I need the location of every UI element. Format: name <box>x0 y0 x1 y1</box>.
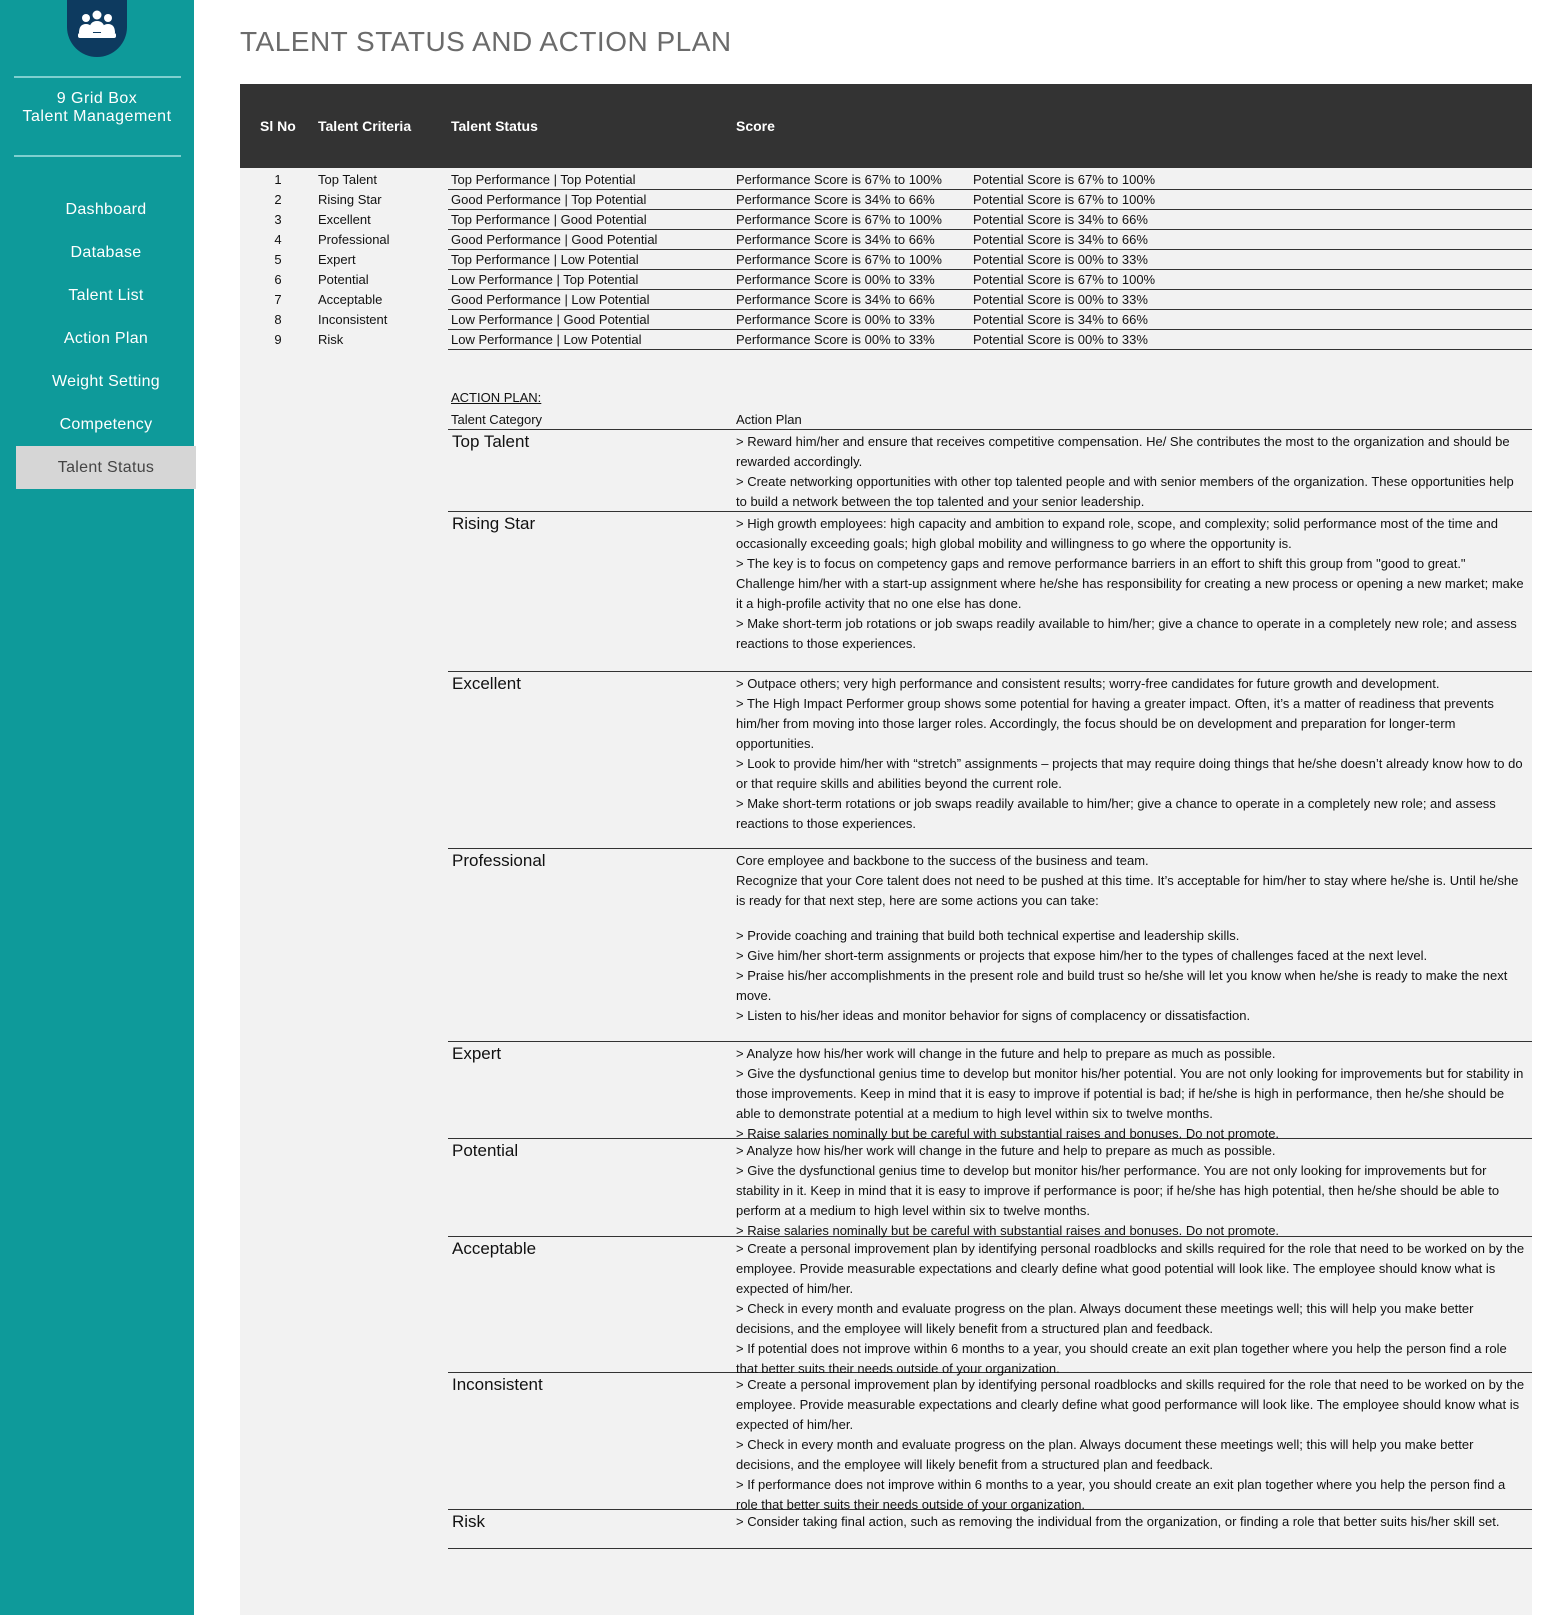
action-plan-text <box>736 512 1526 654</box>
action-plan-paragraph: > Raise salaries nominally but be careful with substantial raises and bonuses. Do not promote. <box>736 1126 1280 1141</box>
row-number: 4 <box>274 232 282 247</box>
potential-score-cell: Potential Score is 34% to 66% <box>973 212 1148 227</box>
potential-score-cell: Potential Score is 34% to 66% <box>973 312 1148 327</box>
talent-category-label: Inconsistent <box>452 1375 543 1394</box>
performance-score-cell: Performance Score is 67% to 100% <box>736 252 942 267</box>
table-row <box>240 330 1532 350</box>
action-plan-paragraph: > Outpace others; very high performance and consistent results; worry-free candidates for future growth and development. <box>736 676 1440 691</box>
action-plan-text <box>736 1237 1526 1379</box>
talent-category-label: Excellent <box>452 674 521 693</box>
action-plan-text <box>736 1510 1526 1532</box>
action-plan-row <box>448 1237 1532 1376</box>
header-sl-no: Sl No <box>260 118 296 134</box>
row-number: 7 <box>274 292 282 307</box>
performance-score-cell: Performance Score is 34% to 66% <box>736 192 935 207</box>
sidebar-item-dashboard[interactable]: Dashboard <box>65 201 147 218</box>
row-number: 3 <box>274 212 282 227</box>
talent-category-label: Potential <box>452 1141 519 1160</box>
action-plan-paragraph: > Give him/her short-term assignments or projects that expose him/her to the types of challenges faced at the next level. <box>736 948 1428 963</box>
table-row <box>240 190 1532 210</box>
table-row <box>240 270 1532 290</box>
action-plan-paragraph: Recognize that your Core talent does not need to be pushed at this time. It’s acceptable for him/her to stay where he/she is. Until he/she is ready for that next step, here are some actions you can take: <box>736 873 1519 908</box>
talent-status-cell: Good Performance | Good Potential <box>451 232 658 247</box>
talent-criteria-cell: Top Talent <box>318 172 378 187</box>
table-row <box>240 250 1532 270</box>
header-score: Score <box>736 118 775 134</box>
potential-score-cell: Potential Score is 67% to 100% <box>973 272 1156 287</box>
performance-score-cell: Performance Score is 67% to 100% <box>736 212 942 227</box>
action-plan-paragraph: > Give the dysfunctional genius time to develop but monitor his/her potential. You are not only looking for improvements but for stability in those improvements. Keep in mind that it is easy to improve if potential is bad; if he/she is high in performance, then he/she should be able to demonstrate potential at a medium to high level within six to twelve months. <box>736 1066 1524 1121</box>
action-plan-row <box>448 1510 1532 1549</box>
status-table-body <box>240 170 1532 350</box>
brand-line-1: 9 Grid Box <box>56 90 138 107</box>
action-plan-text <box>736 672 1526 834</box>
talent-status-cell: Top Performance | Low Potential <box>451 252 639 267</box>
action-plan-paragraph: > If performance does not improve within 6 months to a year, you should create an exit plan together where you help the person find a role that better suits their needs outside of your organization. <box>736 1477 1506 1512</box>
talent-status-cell: Top Performance | Top Potential <box>451 172 636 187</box>
action-plan-text <box>736 1373 1526 1515</box>
brand-line-2: Talent Management <box>22 108 172 125</box>
table-row <box>240 290 1532 310</box>
sidebar-item-talent-status[interactable]: Talent Status <box>16 446 196 489</box>
performance-score-cell: Performance Score is 00% to 33% <box>736 312 935 327</box>
talent-criteria-cell: Acceptable <box>318 292 383 307</box>
talent-status-cell: Good Performance | Top Potential <box>451 192 647 207</box>
header-talent-category: Talent Category <box>451 412 543 427</box>
talent-criteria-cell: Excellent <box>318 212 371 227</box>
action-plan-paragraph: > Listen to his/her ideas and monitor behavior for signs of complacency or dissatisfaction. <box>736 1008 1251 1023</box>
talent-criteria-cell: Expert <box>318 252 356 267</box>
action-plan-text <box>736 849 1526 1026</box>
talent-status-cell: Top Performance | Good Potential <box>451 212 647 227</box>
action-plan-paragraph: > Consider taking final action, such as removing the individual from the organization, or finding a role that better suits his/her skill set. <box>736 1514 1500 1529</box>
sidebar-nav <box>16 188 196 489</box>
action-plan-paragraph: > Reward him/her and ensure that receives competitive compensation. He/ She contributes the most to the organization and should be rewarded accordingly. <box>736 434 1510 469</box>
sheet-area <box>240 84 1532 1615</box>
action-plan-row <box>448 849 1532 1042</box>
action-plan-paragraph: > Check in every month and evaluate progress on the plan. Always document these meetings well; this will help you make better decisions, and the employee will likely benefit from a structured plan and feedback. <box>736 1301 1474 1336</box>
action-plan-paragraph: > Make short-term job rotations or job swaps readily available to him/her; give a chance to operate in a completely new role; and assess reactions to those experiences. <box>736 616 1517 651</box>
talent-category-label: Professional <box>452 851 546 870</box>
sidebar <box>0 0 194 1615</box>
action-plan-row <box>448 512 1532 672</box>
talent-criteria-cell: Professional <box>318 232 390 247</box>
talent-category-label: Risk <box>452 1512 486 1531</box>
action-plan-text <box>736 1042 1526 1144</box>
action-plan-paragraph: > Look to provide him/her with “stretch” assignments – projects that may require doing things that he/she doesn’t already know how to do or that require skills and abilities beyond the current role. <box>736 756 1523 791</box>
potential-score-cell: Potential Score is 00% to 33% <box>973 252 1148 267</box>
potential-score-cell: Potential Score is 34% to 66% <box>973 232 1148 247</box>
talent-category-label: Rising Star <box>452 514 536 533</box>
row-number: 1 <box>274 172 282 187</box>
action-plan-row <box>448 672 1532 849</box>
action-plan-paragraph: > High growth employees: high capacity and ambition to expand role, scope, and complexity; solid performance most of the time and occasionally exceeding goals; high global mobility and willingness to go where the opportunity is. <box>736 516 1498 551</box>
talent-criteria-cell: Risk <box>318 332 344 347</box>
table-row <box>240 210 1532 230</box>
performance-score-cell: Performance Score is 34% to 66% <box>736 232 935 247</box>
sidebar-item-competency[interactable]: Competency <box>59 416 153 433</box>
action-plan-paragraph: > Analyze how his/her work will change in the future and help to prepare as much as possible. <box>736 1143 1276 1158</box>
action-plan-header <box>448 410 1532 430</box>
action-plan-title: ACTION PLAN: <box>451 390 542 405</box>
action-plan-paragraph: > The key is to focus on competency gaps and remove performance barriers in an effort to shift this group from "good to great." Challenge him/her with a start-up assignment where he/she has responsibility for creating a new process or opening a new market; make it a high-profile activity that no one else has done. <box>736 556 1524 611</box>
page-title: TALENT STATUS AND ACTION PLAN <box>240 26 732 57</box>
potential-score-cell: Potential Score is 67% to 100% <box>973 172 1156 187</box>
action-plan-row <box>448 1042 1532 1139</box>
people-group-icon <box>67 0 127 57</box>
row-number: 8 <box>274 312 282 327</box>
action-plan-paragraph: > The High Impact Performer group shows some potential for having a greater impact. Often, it’s a matter of readiness that prevents him/her from moving into those larger roles. Accordingly, the focus should be on development and preparation for longer-term opportunities. <box>736 696 1494 751</box>
table-row <box>240 310 1532 330</box>
sidebar-item-action-plan[interactable]: Action Plan <box>63 330 149 347</box>
action-plan-paragraph: > If potential does not improve within 6 months to a year, you should create an exit plan together where you help the person find a role that better suits their needs outside of your organization. <box>736 1341 1507 1376</box>
action-plan-text <box>736 430 1526 512</box>
brand-title <box>0 90 194 126</box>
action-plan-paragraph: > Analyze how his/her work will change in the future and help to prepare as much as possible. <box>736 1046 1276 1061</box>
action-plan-row <box>448 430 1532 512</box>
action-plan-paragraph: > Create a personal improvement plan by identifying personal roadblocks and skills required for the role that need to be worked on by the employee. Provide measurable expectations and clearly define what good performance will look like. The employee should know what is expected of him/her. <box>736 1377 1525 1432</box>
performance-score-cell: Performance Score is 00% to 33% <box>736 332 935 347</box>
action-plan-paragraph: > Make short-term rotations or job swaps readily available to him/her; give a chance to operate in a completely new role; and assess reactions to those experiences. <box>736 796 1496 831</box>
header-action-plan: Action Plan <box>736 412 802 427</box>
action-plan-paragraph: > Praise his/her accomplishments in the present role and build trust so he/she will let you know when he/she is ready to make the next move. <box>736 968 1508 1003</box>
sidebar-divider-top <box>14 76 181 78</box>
row-number: 5 <box>274 252 282 267</box>
action-plan-paragraph: > Raise salaries nominally but be careful with substantial raises and bonuses. Do not promote. <box>736 1223 1280 1238</box>
action-plan-paragraph: Core employee and backbone to the success of the business and team. <box>736 853 1149 868</box>
action-plan-list <box>448 430 1532 1549</box>
row-number: 9 <box>274 332 282 347</box>
sidebar-item-talent-list[interactable]: Talent List <box>68 287 144 304</box>
table-row <box>240 230 1532 250</box>
sidebar-item-weight-setting[interactable]: Weight Setting <box>52 373 160 390</box>
talent-criteria-cell: Potential <box>318 272 369 287</box>
header-talent-status: Talent Status <box>451 118 538 134</box>
action-plan-paragraph: > Provide coaching and training that build both technical expertise and leadership skills. <box>736 928 1240 943</box>
talent-status-cell: Low Performance | Good Potential <box>451 312 650 327</box>
sidebar-divider-bottom <box>14 155 181 157</box>
sidebar-item-database[interactable]: Database <box>70 244 142 261</box>
talent-category-label: Acceptable <box>452 1239 537 1258</box>
talent-status-cell: Good Performance | Low Potential <box>451 292 650 307</box>
talent-status-cell: Low Performance | Top Potential <box>451 272 639 287</box>
potential-score-cell: Potential Score is 67% to 100% <box>973 192 1156 207</box>
performance-score-cell: Performance Score is 67% to 100% <box>736 172 942 187</box>
performance-score-cell: Performance Score is 34% to 66% <box>736 292 935 307</box>
action-plan-paragraph: > Give the dysfunctional genius time to develop but monitor his/her performance. You are not only looking for improvements but for stability in it. Keep in mind that it is easy to improve if performance is poor; if he/she has high potential, then he/she should be able to perform at a medium to high level within six to twelve months. <box>736 1163 1500 1218</box>
action-plan-paragraph: > Create a personal improvement plan by identifying personal roadblocks and skills required for the role that need to be worked on by the employee. Provide measurable expectations and clearly define what good potential will look like. The employee should know what is expected of him/her. <box>736 1241 1525 1296</box>
talent-category-label: Top Talent <box>452 432 530 451</box>
talent-category-label: Expert <box>452 1044 502 1063</box>
potential-score-cell: Potential Score is 00% to 33% <box>973 332 1148 347</box>
talent-status-cell: Low Performance | Low Potential <box>451 332 642 347</box>
potential-score-cell: Potential Score is 00% to 33% <box>973 292 1148 307</box>
action-plan-text <box>736 1139 1526 1241</box>
action-plan-paragraph: > Check in every month and evaluate progress on the plan. Always document these meetings well; this will help you make better decisions, and the employee will likely benefit from a structured plan and feedback. <box>736 1437 1474 1472</box>
header-talent-criteria: Talent Criteria <box>318 118 412 134</box>
row-number: 6 <box>274 272 282 287</box>
status-table-header <box>240 84 1532 168</box>
talent-criteria-cell: Rising Star <box>318 192 382 207</box>
action-plan-row <box>448 1373 1532 1510</box>
action-plan-row <box>448 1139 1532 1237</box>
action-plan-paragraph: > Create networking opportunities with other top talented people and with senior members of the organization. These opportunities help to build a network between the top talented and your senior leadership. <box>736 474 1514 509</box>
performance-score-cell: Performance Score is 00% to 33% <box>736 272 935 287</box>
table-row <box>240 170 1532 190</box>
talent-criteria-cell: Inconsistent <box>318 312 388 327</box>
row-number: 2 <box>274 192 282 207</box>
